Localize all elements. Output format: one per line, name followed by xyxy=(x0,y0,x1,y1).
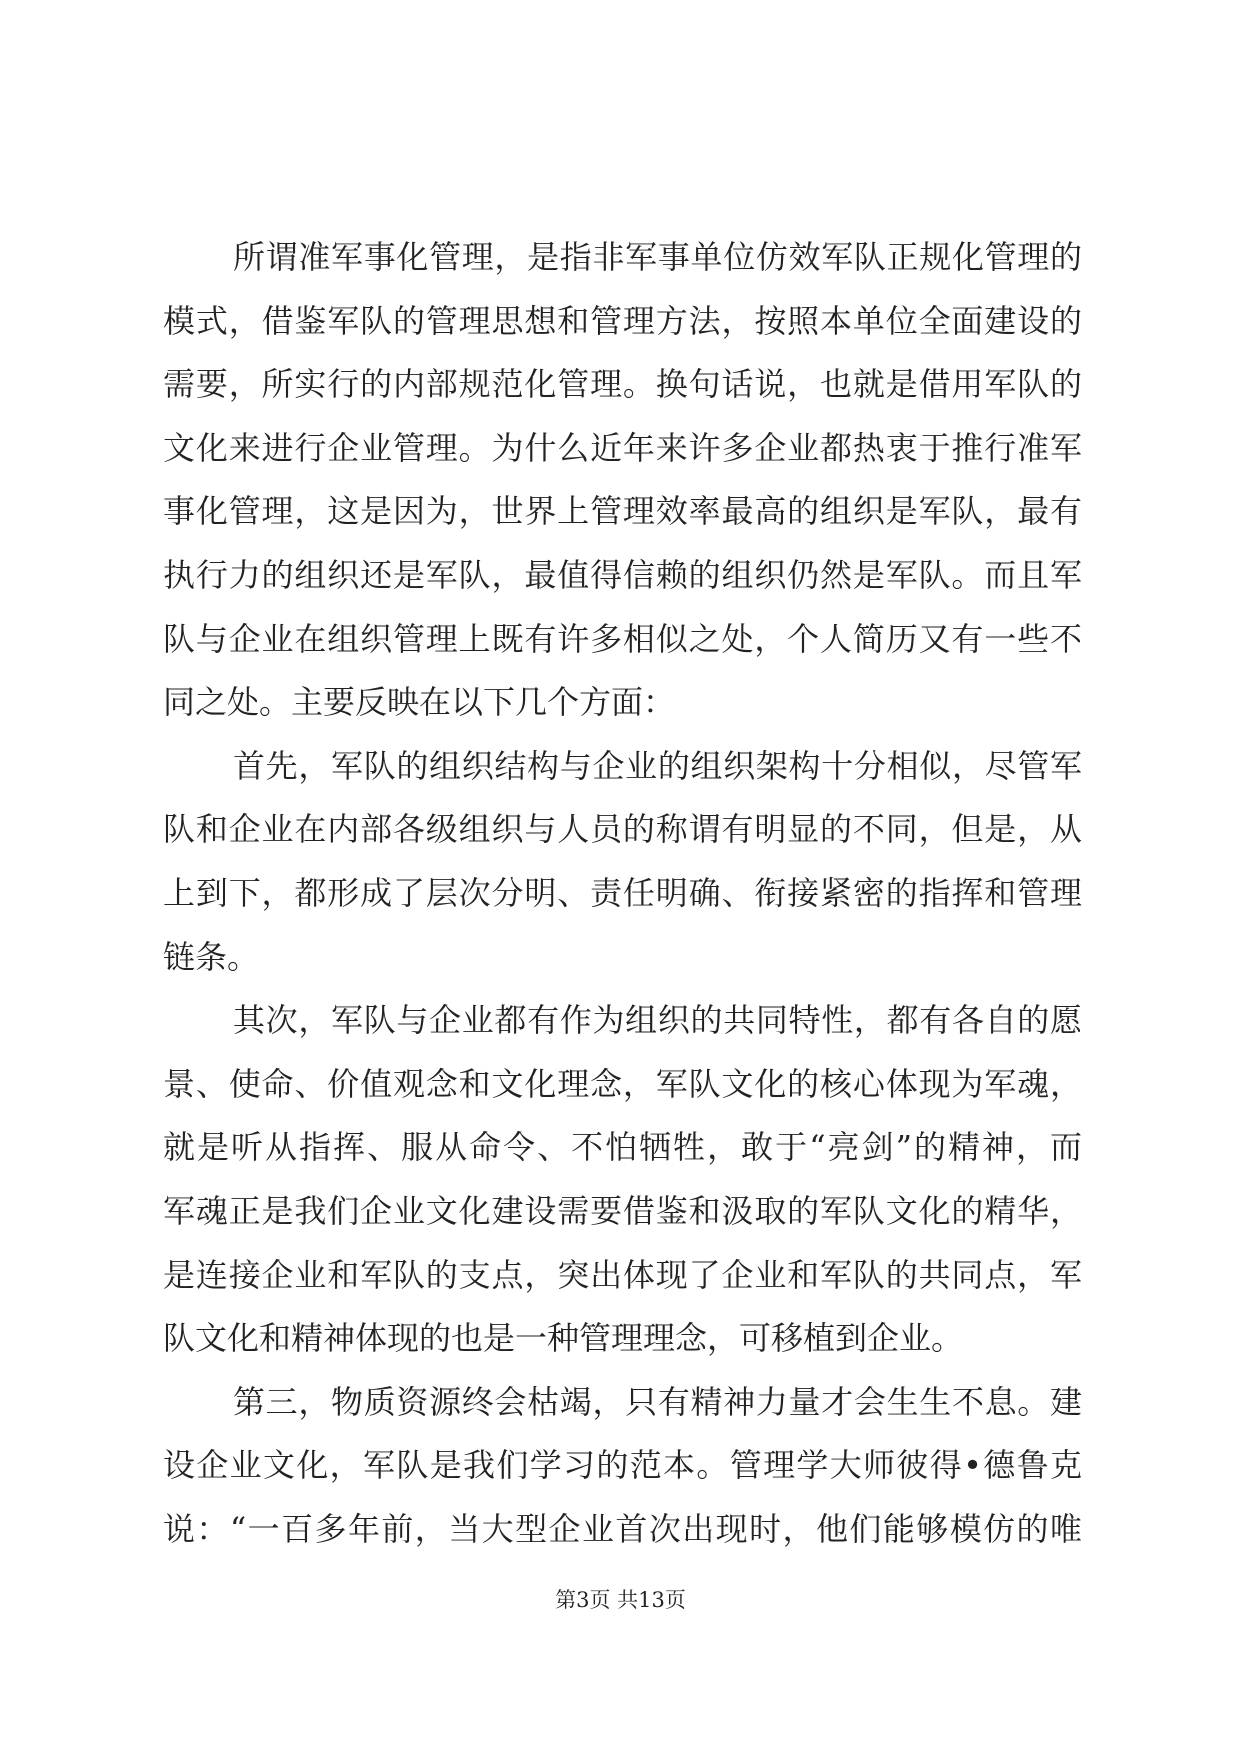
paragraph-1-line-1: 所谓准军事化管理，是指非军事单位仿效军队正规化管理的 xyxy=(233,238,1082,276)
paragraph-3-line-2: 景、使命、价值观念和文化理念，军队文化的核心体现为军魂， xyxy=(163,1064,1082,1103)
paragraph-4-line-2: 设企业文化，军队是我们学习的范本。管理学大师彼得•德鲁克 xyxy=(163,1446,1082,1485)
paragraph-2-line-1: 首先，军队的组织结构与企业的组织架构十分相似，尽管军 xyxy=(233,746,1082,785)
paragraph-3-line-5: 是连接企业和军队的支点，突出体现了企业和军队的共同点，军 xyxy=(163,1255,1082,1294)
paragraph-3-line-3: 就是听从指挥、服从命令、不怕牺牲，敢于“亮剑”的精神，而 xyxy=(163,1128,1082,1167)
paragraph-4-line-3: 说：“一百多年前，当大型企业首次出现时，他们能够模仿的唯 xyxy=(163,1509,1082,1548)
paragraph-3-line-6: 队文化和精神体现的也是一种管理理念，可移植到企业。 xyxy=(163,1319,964,1358)
paragraph-2-line-4: 链条。 xyxy=(163,937,260,976)
paragraph-4-line-1: 第三，物质资源终会枯竭，只有精神力量才会生生不息。建 xyxy=(233,1382,1082,1421)
paragraph-1-line-7: 队与企业在组织管理上既有许多相似之处，个人简历又有一些不 xyxy=(163,619,1082,658)
paragraph-1-line-2: 模式，借鉴军队的管理思想和管理方法，按照本单位全面建设的 xyxy=(163,301,1082,340)
paragraph-1-line-8: 同之处。主要反映在以下几个方面： xyxy=(163,683,676,722)
body-text xyxy=(163,226,1082,1561)
paragraph-3-line-4: 军魂正是我们企业文化建设需要借鉴和汲取的军队文化的精华， xyxy=(163,1191,1082,1230)
paragraph-1-line-3: 需要，所实行的内部规范化管理。换句话说，也就是借用军队的 xyxy=(163,365,1082,404)
paragraph-1-line-5: 事化管理，这是因为，世界上管理效率最高的组织是军队，最有 xyxy=(163,492,1082,531)
paragraph-2-line-2: 队和企业在内部各级组织与人员的称谓有明显的不同，但是，从 xyxy=(163,810,1082,849)
paragraph-3-line-1: 其次，军队与企业都有作为组织的共同特性，都有各自的愿 xyxy=(233,1001,1082,1040)
page-footer: 第3页 共13页 xyxy=(555,1588,686,1612)
paragraph-2-line-3: 上到下，都形成了层次分明、责任明确、衔接紧密的指挥和管理 xyxy=(163,873,1082,912)
paragraph-1-line-6: 执行力的组织还是军队，最值得信赖的组织仍然是军队。而且军 xyxy=(163,555,1082,594)
paragraph-1-line-4: 文化来进行企业管理。为什么近年来许多企业都热衷于推行准军 xyxy=(163,428,1082,467)
